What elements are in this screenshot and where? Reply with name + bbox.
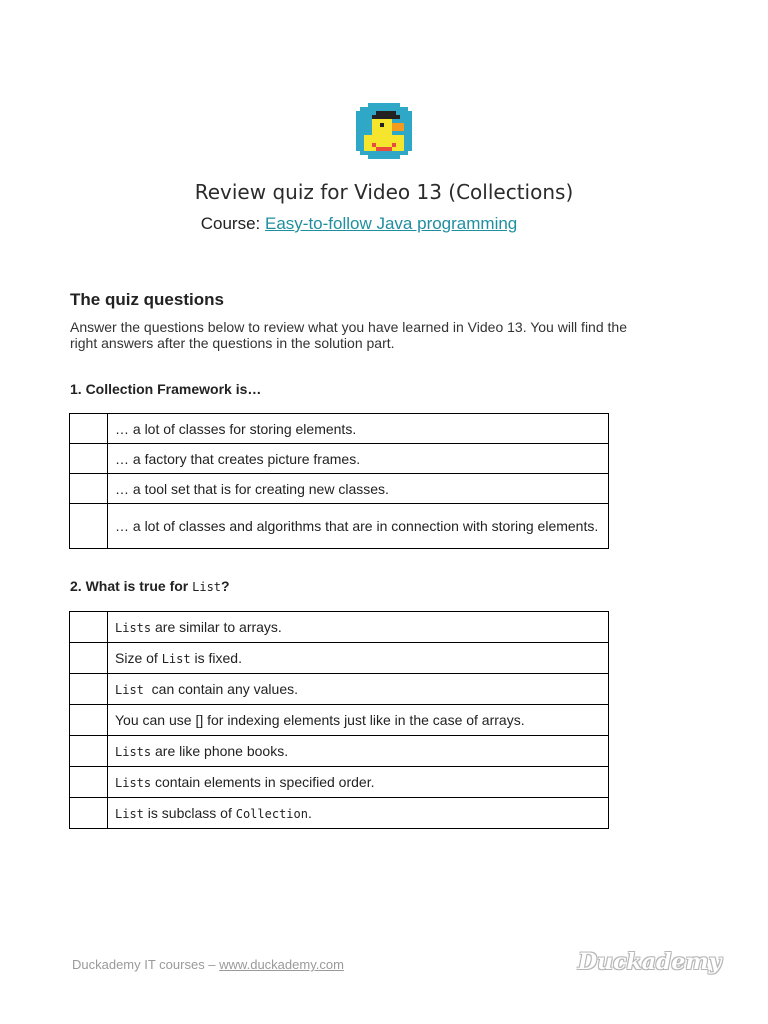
option-row xyxy=(70,474,609,504)
question-2-title-suffix: ? xyxy=(221,578,230,594)
option-text: You can use [] for indexing elements just like in the case of arrays. xyxy=(108,705,609,736)
option-text: Lists are similar to arrays. xyxy=(108,612,609,643)
option-text: … a lot of classes for storing elements. xyxy=(108,414,609,444)
footer-link[interactable]: www.duckademy.com xyxy=(219,957,344,972)
course-link[interactable]: Easy-to-follow Java programming xyxy=(265,214,518,233)
option-row xyxy=(70,767,609,798)
question-1-options xyxy=(69,413,609,549)
option-text: Lists are like phone books. xyxy=(108,736,609,767)
option-row xyxy=(70,643,609,674)
question-2-title-text: 2. What is true for xyxy=(70,578,189,594)
option-text: List is subclass of Collection. xyxy=(108,798,609,829)
option-row xyxy=(70,674,609,705)
page-title: Review quiz for Video 13 (Collections) xyxy=(194,180,574,204)
footer xyxy=(72,957,344,972)
option-text: Size of List is fixed. xyxy=(108,643,609,674)
option-text: … a lot of classes and algorithms that are in connection with storing elements. xyxy=(108,504,609,549)
question-1-title: 1. Collection Framework is… xyxy=(70,381,262,397)
answer-checkbox[interactable] xyxy=(70,798,108,829)
duck-logo-icon xyxy=(356,103,412,159)
answer-checkbox[interactable] xyxy=(70,504,108,549)
answer-checkbox[interactable] xyxy=(70,736,108,767)
option-row xyxy=(70,798,609,829)
option-text: Lists contain elements in specified order. xyxy=(108,767,609,798)
question-2-options xyxy=(69,611,609,829)
question-2-title-code: List xyxy=(192,580,222,594)
option-row xyxy=(70,504,609,549)
option-row xyxy=(70,705,609,736)
section-title: The quiz questions xyxy=(70,290,224,309)
question-2-title xyxy=(70,578,230,594)
option-text: List can contain any values. xyxy=(108,674,609,705)
option-row xyxy=(70,444,609,474)
answer-checkbox[interactable] xyxy=(70,612,108,643)
answer-checkbox[interactable] xyxy=(70,414,108,444)
course-line xyxy=(0,214,718,234)
footer-text: Duckademy IT courses – xyxy=(72,957,220,972)
answer-checkbox[interactable] xyxy=(70,474,108,504)
option-row xyxy=(70,736,609,767)
intro-text: Answer the questions below to review what you have learned in Video 13. You will find the right answers after the questions in the solution part. xyxy=(70,319,627,351)
course-label: Course: xyxy=(200,214,261,233)
brand-logo: Duckademy xyxy=(578,949,722,975)
answer-checkbox[interactable] xyxy=(70,444,108,474)
option-row xyxy=(70,414,609,444)
option-row xyxy=(70,612,609,643)
answer-checkbox[interactable] xyxy=(70,643,108,674)
option-text: … a tool set that is for creating new classes. xyxy=(108,474,609,504)
answer-checkbox[interactable] xyxy=(70,767,108,798)
answer-checkbox[interactable] xyxy=(70,674,108,705)
option-text: … a factory that creates picture frames. xyxy=(108,444,609,474)
answer-checkbox[interactable] xyxy=(70,705,108,736)
